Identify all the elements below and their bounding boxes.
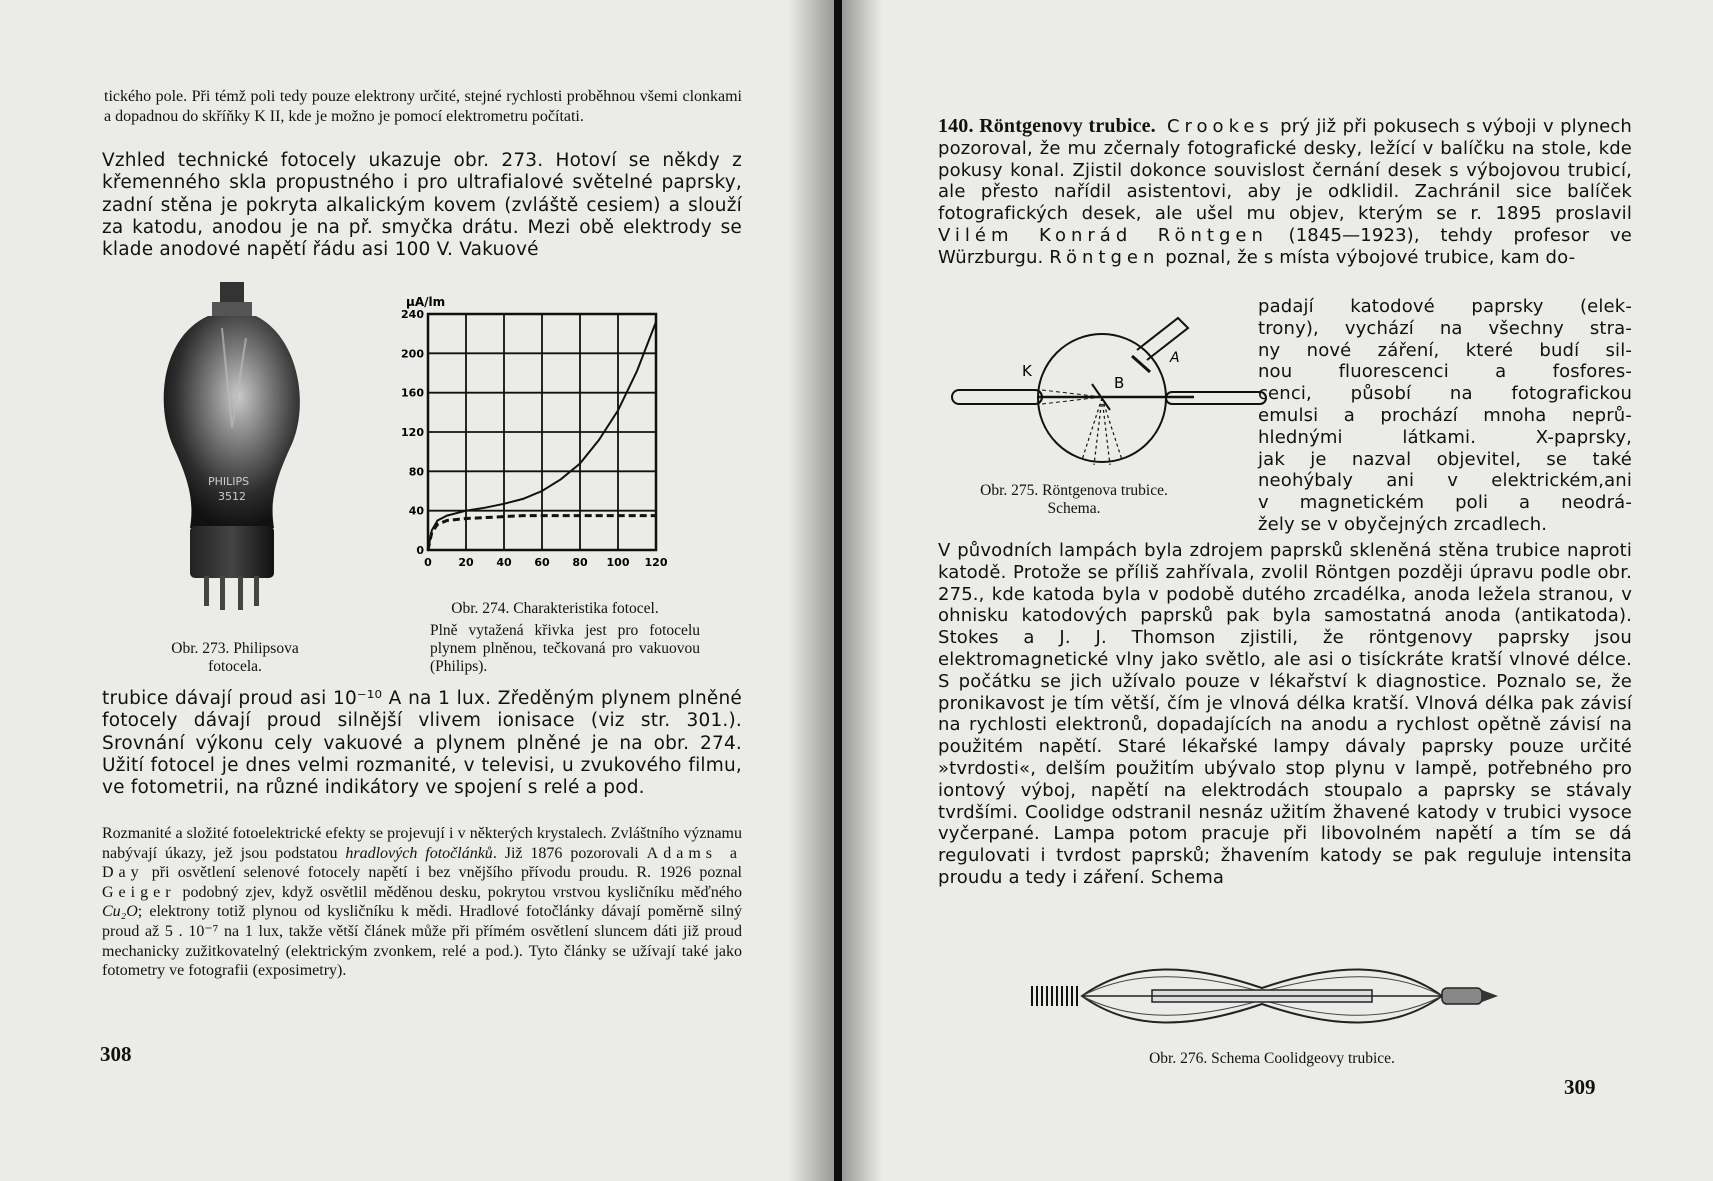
phototube-photo [150, 278, 330, 616]
small-text-c: . Již 1876 pozorovali [492, 844, 647, 862]
chart-x-tick-label: 60 [534, 556, 550, 569]
chart-y-tick-label: 80 [408, 465, 424, 479]
page-number-left: 308 [100, 1042, 132, 1066]
para1-text-f: poznal, že s místa výbojové trubice, kam do- [1159, 246, 1576, 268]
wrap-line: trony), vychází na všechny stra- [1258, 317, 1632, 339]
gutter-shadow [842, 0, 882, 1181]
photo-label-model: 3512 [218, 490, 246, 503]
label-k: K [1022, 362, 1032, 380]
chart-y-tick-label: 160 [401, 386, 424, 400]
section-heading: 140. Röntgenovy trubice. [938, 115, 1156, 137]
chart-x-tick-label: 100 [606, 556, 630, 569]
caption-274-text: Plně vytažená křivka jest pro fotocelu plynem plněnou, tečkovaná pro vakuovou (Philips). [430, 622, 700, 675]
chart-x-tick-label: 20 [458, 556, 474, 569]
wrap-line: neohýbaly ani v elektrickém,ani [1258, 470, 1632, 492]
small-text-a: Rozmanité a složité fotoelektrické efekty se projevují i v některých krystalech. Zvláštního významu nabývají úkazy, jež jsou podstatou [102, 825, 742, 862]
wrapped-text-column [1258, 296, 1632, 536]
wrap-line: cenci, působí na fotografickou [1258, 383, 1632, 405]
chart-x-tick-label: 40 [496, 556, 512, 569]
coolidge-tube-schema [1022, 950, 1502, 1040]
caption-276: Obr. 276. Schema Coolidgeovy trubice. [1149, 1050, 1395, 1067]
small-text-cu2o: Cu₂O [102, 903, 138, 921]
right-paragraph-1 [938, 116, 1632, 269]
caption-273-line2: fotocela. [208, 658, 262, 675]
small-text-e: při osvětlení selenové fotocely napětí i bez vnějšího přívodu proudu. R. 1926 poznal [143, 864, 742, 882]
left-page [0, 0, 834, 1181]
chart-x-tick-label: 0 [424, 556, 432, 569]
chart-y-tick-label: 200 [401, 347, 424, 361]
small-text-g: podobný zjev, když osvětlil měděnou desku, pokrytou vrstvou kysličníku měďného [175, 883, 742, 901]
page-number-right: 309 [1564, 1075, 1596, 1099]
chart-ylabel: µA/lm [406, 295, 446, 309]
wrap-line: hlednými látkami. X-paprsky, [1258, 426, 1632, 448]
photo-label-brand: PHILIPS [208, 475, 250, 488]
small-text-geiger: Geiger [102, 883, 176, 901]
name-crookes: Crookes [1155, 116, 1274, 137]
label-b: B [1114, 374, 1125, 392]
left-small-paragraph [102, 824, 742, 981]
chart-274 [396, 292, 698, 592]
caption-274-title: Obr. 274. Charakteristika fotocel. [451, 600, 659, 617]
chart-y-tick-label: 0 [416, 544, 424, 557]
caption-275-line1: Obr. 275. Röntgenova trubice. [980, 482, 1168, 499]
label-a: A [1170, 350, 1180, 366]
wrap-line: žely se v obyčejných zrcadlech. [1258, 513, 1548, 535]
wrap-line: nou fluorescenci a fosfores- [1258, 361, 1632, 383]
wrap-line: v magnetickém poli a neodrá- [1258, 492, 1632, 514]
caption-275-line2: Schema. [1047, 500, 1101, 517]
wrap-line: jak je nazval objevitel, se také [1258, 448, 1632, 470]
chart-x-tick-label: 80 [572, 556, 588, 569]
right-paragraph-2: V původních lampách byla zdrojem paprsků skleněná stěna trubice naproti katodě. Protože se příliš zahřívala, zvolil Röntgen později úpravu podle obr. 275., kde katoda byla v podobě dutého zrcadélka, anoda ležela stranou, v ohnisku katodových paprsků pak byla samostatná anoda (antikatoda). Stokes a J. J. Thomson zjistili, že röntgenovy paprsky jsou elektromagnetické vlny jako světlo, ale asi o tisíckráte kratší vlnové délce. S počátku se jich užívalo pouze v lékařství k diagnostice. Poznalo se, že pronikavost je tím větší, čím je vlnová délka kratší. Vlnová délka pak závisí na rychlosti elektronů, dopadajících na anodu a rychlost opětně závisí na použitém napětí. Staré lékařské lampy dávaly paprsky pouze určité »tvrdosti«, delším použitím ubývalo stop plynu v lampě, potřebného pro iontový výboj, napětí na elektrodách stoupalo a paprsky se stávaly tvrdšími. Coolidge odstranil nesnáz užitím žhavené katody v trubici vysoce vyčerpané. Lampa potom pracuje při libovolném napětí a tím se dá regulovati i tvrdost paprsků; žhavením katody se pak reguluje intensita proudu a tedy i záření. Schema [938, 540, 1632, 888]
left-top-paragraph: tického pole. Při témž poli tedy pouze elektrony určité, stejné rychlosti proběhnou všemi clonkami a dopadnou do skříňky K II, kde je možno je pomocí elektrometru počítati. [104, 88, 742, 125]
caption-273 [140, 640, 330, 676]
wrap-line: padají katodové paprsky (elek- [1258, 296, 1632, 317]
small-text-i: ; elektrony totiž plynou od kysličníku k mědi. Hradlové fotočlánky dávají poměrně silný proud až 5 . 10⁻⁷ na 1 lux, takže větší článek může při přímém osvětlení sluncem dáti již proud mechanicky zužitkovatelný (elektrickým zvonkem, relé a pod.). Tyto články se užívají také jako fotometry ve fotografii (exposimetry). [102, 903, 742, 980]
left-body-paragraph-2: trubice dávají proud asi 10⁻¹⁰ A na 1 lux. Zředěným plynem plněné fotocely dávají proud silnější vlivem ionisace (viz str. 301.). Srovnání výkonu cely vakuové a plynem plněné je na obr. 274. Užití fotocel je dnes velmi rozmanité, v televisi, u zvukového filmu, ve fotometrii, na různé indikátory ve spojení s relé a pod. [102, 688, 742, 799]
xray-tube-schema [942, 310, 1292, 480]
para1-text-b: prý již při pokusech s výboji v plynech pozoroval, že mu zčernaly fotografické desky, ležící v balíčku na stole, kde pokusy konal. Zjistil dokonce souvislost černání desek s výbojovou trubicí, ale přesto nařídil asistentovi, aby je odklidil. Zachránil sice balíček fotografických desek, ale ušel mu objev, kterým se r. 1895 proslavil [938, 116, 1632, 225]
chart-x-tick-label: 120 [644, 556, 668, 569]
left-body-paragraph-1: Vzhled technické fotocely ukazuje obr. 273. Hotoví se někdy z křemenného skla propustného i pro ultrafialové světelné paprsky, zadní stěna je pokryta alkalickým kovem (zvláště cesiem) a slouží za katodu, anodou je na př. smyčka drátu. Mezi obě elektrody se klade anodové napětí řádu asi 100 V. Vakuové [102, 150, 742, 261]
name-roentgen-full: Vilém Konrád Röntgen [938, 224, 1268, 246]
chart-x-ticks [424, 556, 668, 569]
gutter-shadow [788, 0, 834, 1181]
para1-text-d: (1845—1923), tehdy profesor ve Würzburgu. [938, 224, 1632, 268]
wrap-line: ny nové záření, které budí sil- [1258, 339, 1632, 361]
name-roentgen: Röntgen [1049, 246, 1160, 268]
right-page [842, 0, 1713, 1181]
chart-y-tick-label: 240 [401, 308, 424, 321]
chart-y-ticks [401, 308, 424, 557]
wrap-line: emulsi a prochází mnoha neprů- [1258, 404, 1632, 426]
book-spine [834, 0, 842, 1181]
caption-273-line1: Obr. 273. Philipsova [171, 640, 299, 657]
small-text-adams-day: Adams a Day [102, 844, 743, 882]
small-text-italic-hradlove: hradlových fotočlánků [345, 844, 493, 862]
chart-y-tick-label: 40 [408, 504, 424, 518]
caption-275 [954, 482, 1194, 518]
chart-y-tick-label: 120 [401, 426, 424, 439]
